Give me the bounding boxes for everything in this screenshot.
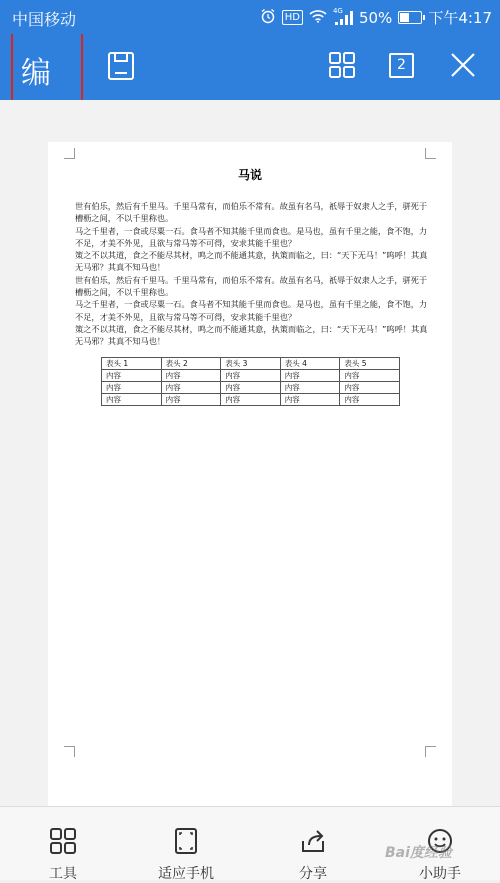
wifi-icon	[309, 9, 327, 27]
paragraph: 世有伯乐，然后有千里马。千里马常有，而伯乐不常有。故虽有名马，祇辱于奴隶人之手，骈死于槽枥之间，不以千里称也。	[75, 274, 428, 298]
page-margin-mark	[64, 746, 75, 757]
carrier-name: 中国移动	[12, 10, 77, 29]
table-row	[102, 370, 400, 382]
table-header-row	[102, 358, 400, 370]
table-cell: 内容	[221, 382, 281, 394]
table-cell: 内容	[280, 394, 340, 406]
watermark: Bai度经验	[385, 845, 452, 861]
paragraph: 世有伯乐，然后有千里马。千里马常有，而伯乐不常有。故虽有名马，祇辱于奴隶人之手，骈死于槽枥之间，不以千里称也。	[75, 201, 428, 224]
edit-button[interactable]: 编	[11, 34, 83, 122]
table-cell: 内容	[161, 394, 221, 406]
grid-icon[interactable]	[328, 51, 356, 83]
tools-label: 工具	[49, 866, 77, 882]
table-cell: 内容	[280, 370, 340, 382]
paragraph: 策之不以其道，食之不能尽其材，鸣之而不能通其意，执策而临之，曰：“天下无马！”呜呼！其真无马邪？其真不知马也！	[75, 323, 428, 347]
table-cell: 内容	[280, 382, 340, 394]
table-cell: 内容	[102, 394, 162, 406]
table-cell: 内容	[161, 370, 221, 382]
document-title: 马说	[237, 168, 262, 182]
table-cell: 内容	[340, 382, 400, 394]
top-toolbar	[0, 34, 500, 100]
table-cell: 内容	[102, 370, 162, 382]
paragraph: 马之千里者，一食或尽粟一石。食马者不知其能千里而食也。是马也，虽有千里之能，食不饱，力不足，才美不外见，且欲与常马等不可得，安求其能千里也？	[75, 225, 428, 248]
share-button[interactable]	[288, 827, 338, 883]
table-header-cell: 表头 3	[221, 358, 281, 370]
battery-percent: 50%	[358, 8, 393, 27]
status-icons	[260, 7, 492, 28]
paragraph: 策之不以其道，食之不能尽其材，鸣之而不能通其意，执策而临之，曰：“天下无马！”呜呼！其真无马邪？其真不知马也！	[75, 250, 428, 273]
table-cell: 内容	[161, 382, 221, 394]
status-bar	[0, 0, 500, 34]
document-table	[101, 357, 400, 406]
tools-grid-icon	[49, 840, 77, 859]
fit-phone-label: 适应手机	[158, 866, 214, 882]
table-cell: 内容	[102, 382, 162, 394]
table-header-cell: 表头 5	[340, 358, 400, 370]
page-margin-mark	[425, 746, 436, 757]
table-cell: 内容	[340, 394, 400, 406]
hd-icon: HD	[282, 10, 303, 25]
save-icon[interactable]	[107, 51, 135, 85]
clock: 下午4:17	[428, 9, 492, 27]
table-cell: 内容	[340, 370, 400, 382]
signal-icon	[332, 6, 353, 26]
assistant-label: 小助手	[419, 866, 461, 882]
table-header-cell: 表头 2	[161, 358, 221, 370]
fit-phone-button[interactable]	[146, 827, 226, 883]
table-row	[102, 394, 400, 406]
page-margin-mark	[425, 148, 436, 159]
close-icon[interactable]	[449, 51, 477, 83]
page-margin-mark	[64, 148, 75, 159]
network-type: 4G	[332, 6, 343, 15]
fit-phone-icon	[174, 840, 198, 859]
battery-icon	[398, 11, 422, 24]
share-label: 分享	[299, 866, 327, 882]
alarm-icon	[260, 8, 276, 28]
paragraph: 马之千里者，一食或尽粟一石。食马者不知其能千里而食也。是马也，虽有千里之能，食不饱，力不足，才美不外见，且欲与常马等不可得，安求其能千里也？	[75, 299, 428, 322]
share-icon	[299, 840, 327, 859]
table-header-cell: 表头 4	[280, 358, 340, 370]
table-cell: 内容	[221, 394, 281, 406]
page-count: 2	[397, 57, 406, 73]
document-body	[75, 200, 431, 348]
table-header-cell: 表头 1	[102, 358, 162, 370]
table-row	[102, 382, 400, 394]
tools-button[interactable]	[38, 827, 88, 883]
table-cell: 内容	[221, 370, 281, 382]
page-count-icon[interactable]	[389, 53, 414, 78]
